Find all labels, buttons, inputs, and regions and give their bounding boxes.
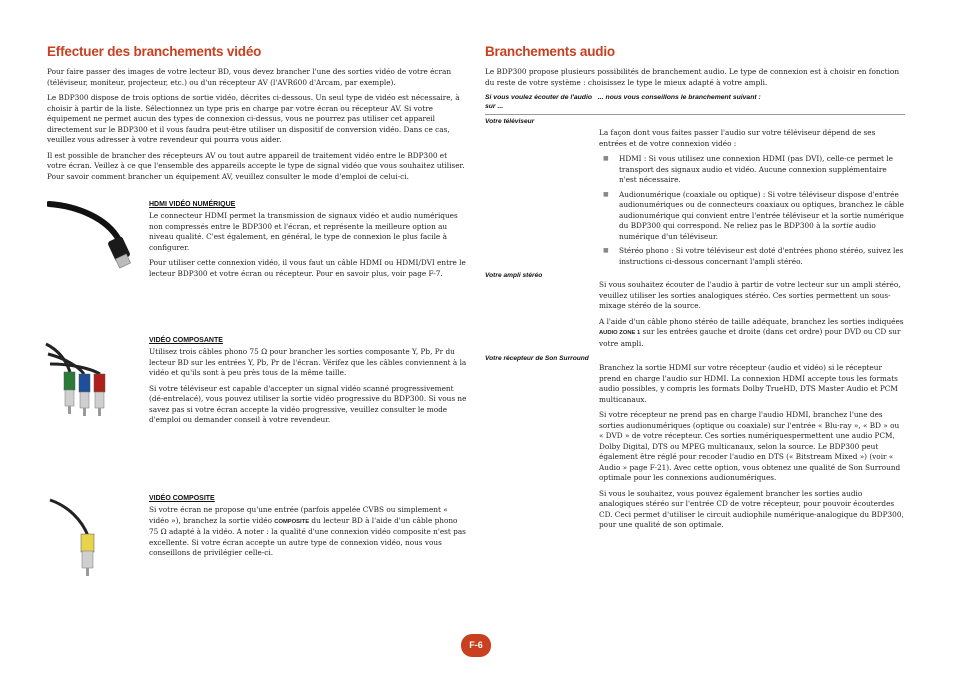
- component-section: [149, 337, 469, 431]
- bullet-text: Stéréo phono : Si votre téléviseur est doté d'entrées phono stéréo, suivez les instructions ci-dessous concernant l'ampli stéréo.: [619, 246, 904, 266]
- audio-table-col-advice: ... nous vous conseillons le branchement suivant :: [598, 94, 761, 101]
- surround-paragraph: Si vous le souhaitez, vous pouvez également brancher les sorties audio analogiques stéréo sur l'entrée CD de votre récepteur, pour pouvoir écouterdes CD. Ceci permet d'utiliser le circuit audiophile numérique-analogique du BDP300, pour une qualité de son optimale.: [599, 488, 904, 529]
- amp-paragraph: [599, 317, 905, 350]
- video-intro-paragraph: Le BDP300 dispose de trois options de sortie vidéo, décrites ci-dessous. Un seul type de vidéo est nécessaire, à choisir à partir de la liste. Sélectionnez un type pris en charge par votre écran ou récepteur AV. Si votre équipement ne permet aucun des types de connexion ci-dessus, vous ne pourrez pas utiliser cet appareil directement sur le BDP300 et il vous faudra peut-être utiliser un dispositif de conversion vidéo. Dans ce cas, veuillez vous adresser à votre revendeur qui pourra vous aider.: [47, 93, 460, 144]
- composite-cable-image: [48, 496, 118, 582]
- page-number-badge: F-6: [461, 634, 491, 657]
- audio-section-title: Branchements audio: [485, 44, 615, 59]
- audio-table-col-source: Si vous voulez écouter de l'audio sur ...: [485, 94, 592, 110]
- video-intro-paragraph: Il est possible de brancher des récepteurs AV ou tout autre appareil de traitement vidéo entre le BDP300 et votre écran. Veillez à ce que l'ensemble des appareils accepte le type de signal vidéo que vous souhaitez utiliser. Pour savoir comment brancher un équipement AV, veuillez consulter le mode d'emploi de celui-ci.: [47, 150, 465, 181]
- component-cable-image: [44, 338, 124, 422]
- composite-heading: VIDÉO COMPOSITE: [149, 495, 215, 502]
- video-connections-column: [47, 44, 467, 187]
- composite-section: [149, 495, 469, 564]
- bullet-square-icon: ■: [603, 247, 609, 254]
- bullet-text: HDMI : Si vous utilisez une connexion HDMI (pas DVI), celle-ce permet le transport des signaux audio et vidéo. Aucune connexion supplémentaire n'est nécessaire.: [619, 154, 893, 184]
- row-body-tv: [599, 128, 905, 267]
- hdmi-cable-image: [47, 200, 137, 276]
- row-body-amp: [599, 280, 905, 349]
- bullet-text-emphasis: sortie: [831, 221, 853, 230]
- amp-text: A l'aide d'un câble phono stéréo de taille adéquate, branchez les sorties indiquées: [599, 316, 904, 326]
- hdmi-heading: HDMI VIDÉO NUMÉRIQUE: [149, 201, 236, 208]
- bullet-text-part: audio numérique d'un téléviseur.: [619, 221, 876, 241]
- composite-text: du lecteur BD à l'aide d'un câble phono 75 Ω adapté à la vidéo. A noter : la qualité d'une connexion vidéo composite n'est pas excellente. Si votre écran accepte un autre type de connexion vidéo, nous vous conseillons de privilégier celle-ci.: [149, 515, 466, 557]
- row-label-surround: Votre récepteur de Son Surround: [485, 355, 589, 362]
- tv-paragraph: La façon dont vous faites passer l'audio sur votre téléviseur dépend de ses entrées et de votre connexion vidéo :: [599, 128, 876, 148]
- row-label-tv: Votre téléviseur: [485, 118, 535, 125]
- component-paragraph: Utilisez trois câbles phono 75 Ω pour brancher les sorties composante Y, Pb, Pr du lecteur BD sur les entrées Y, Pb, Pr de l'écran. Vérifez que les câbles conviennent à la vidéo et qu'ils sont à peu près tous de la même taille.: [149, 347, 467, 377]
- audio-table-header: [485, 93, 905, 111]
- bullet-text-part: Audionumérique (coaxiale ou optique) : Si votre téléviseur dispose d'entrée audionumériques ou de connecteurs coaxiaux ou optiques, branchez le câble audionumérique qui convient entre l'entrée téléviseur et la sortie numérique du BDP300 qui correspond. Ne reliez pas le BDP300 à la: [619, 189, 904, 230]
- composite-paragraph: [149, 505, 469, 559]
- video-intro-paragraph: Pour faire passer des images de votre lecteur BD, vous devez brancher l'une des sorties vidéo de votre écran (téléviseur, moniteur, projecteur, etc.) ou d'un récepteur AV (l'AVR600 d'Arcam, par exemple).: [47, 67, 452, 87]
- bullet-text: [619, 190, 905, 243]
- hdmi-paragraph: Le connecteur HDMI permet la transmission de signaux vidéo et audio numériques non compressés entre le BDP300 et l'écran, et représente la meilleure option au niveau qualité. C'est également, en général, le type de connexion le plus facile à configurer.: [149, 211, 458, 252]
- video-section-title: Effectuer des branchements vidéo: [47, 44, 262, 59]
- amp-text: sur les entrées gauche et droite (dans cet ordre) pour DVD ou CD sur votre ampli.: [599, 327, 901, 348]
- surround-paragraph: Branchez la sortie HDMI sur votre récepteur (audio et vidéo) si le récepteur prend en charge l'audio sur HDMI. La connexion HDMI accepte tous les formats audio possibles, y compris les formats Dolby TrueHD, DTS Master Audio et PCM multicanaux.: [599, 363, 898, 404]
- composite-text: Si votre écran ne propose qu'une entrée (parfois appelée CVBS ou simplement « vidéo »), branchez la sortie vidéo: [149, 505, 448, 525]
- audio-intro-paragraph: Le BDP300 propose plusieurs possibilités de branchement audio. Le type de connexion est à choisir en fonction du reste de votre système : choisissez le type le mieux adapté à votre ampli.: [485, 67, 900, 87]
- row-body-surround: [599, 363, 905, 531]
- amp-paragraph: Si vous souhaitez écouter de l'audio à partir de votre lecteur sur un ampli stéréo, veuillez utiliser les sorties analogiques stéréo. Ces sorties permettent un sous-mixage stéréo de la source.: [599, 280, 901, 310]
- audio-connections-column: [485, 44, 905, 536]
- audio-zone-label: AUDIO ZONE 1: [599, 330, 641, 336]
- bullet-square-icon: ■: [603, 190, 609, 198]
- surround-paragraph: Si votre récepteur ne prend pas en charge l'audio HDMI, branchez l'une des sorties audionumériques (optique ou coaxiale) sur l'entrée « Blu-ray », « BD » ou « DVD » de votre récepteur. Ces sorties numériquespermettent une audio PCM, Dolby Digital, DTS ou MPEG multicanaux, selon la source. Le BDP300 peut également être réglé pour recoder l'audio en DTS (« Bitstream Mixed ») (voir « Audio » page F-21). Avec cette option, vous obtenez une qualité de Son Surround optimale pour les connexions audionumériques.: [599, 410, 901, 482]
- hdmi-paragraph: Pour utiliser cette connexion vidéo, il vous faut un câble HDMI ou HDMI/DVI entre le lecteur BDP300 et votre écran ou récepteur. Pour en savoir plus, voir page F-7.: [149, 258, 466, 278]
- list-item: [599, 190, 905, 243]
- component-heading: VIDÉO COMPOSANTE: [149, 337, 223, 344]
- row-label-amp: Votre ampli stéréo: [485, 272, 543, 279]
- table-divider: [485, 114, 905, 115]
- list-item: [599, 154, 905, 186]
- component-paragraph: Si votre téléviseur est capable d'accepter un signal vidéo scanné progressivement (dé-entrelacé), vous pouvez utiliser la sortie vidéo progressive du BDP300. Si vous ne savez pas si votre écran accepte la vidéo progressive, veuillez consulter le mode d'emploi ou demander conseil à votre revendeur.: [149, 383, 467, 424]
- bullet-square-icon: ■: [603, 155, 609, 162]
- composite-label: COMPOSITE: [274, 518, 310, 525]
- hdmi-section: [149, 201, 469, 284]
- list-item: [599, 246, 905, 267]
